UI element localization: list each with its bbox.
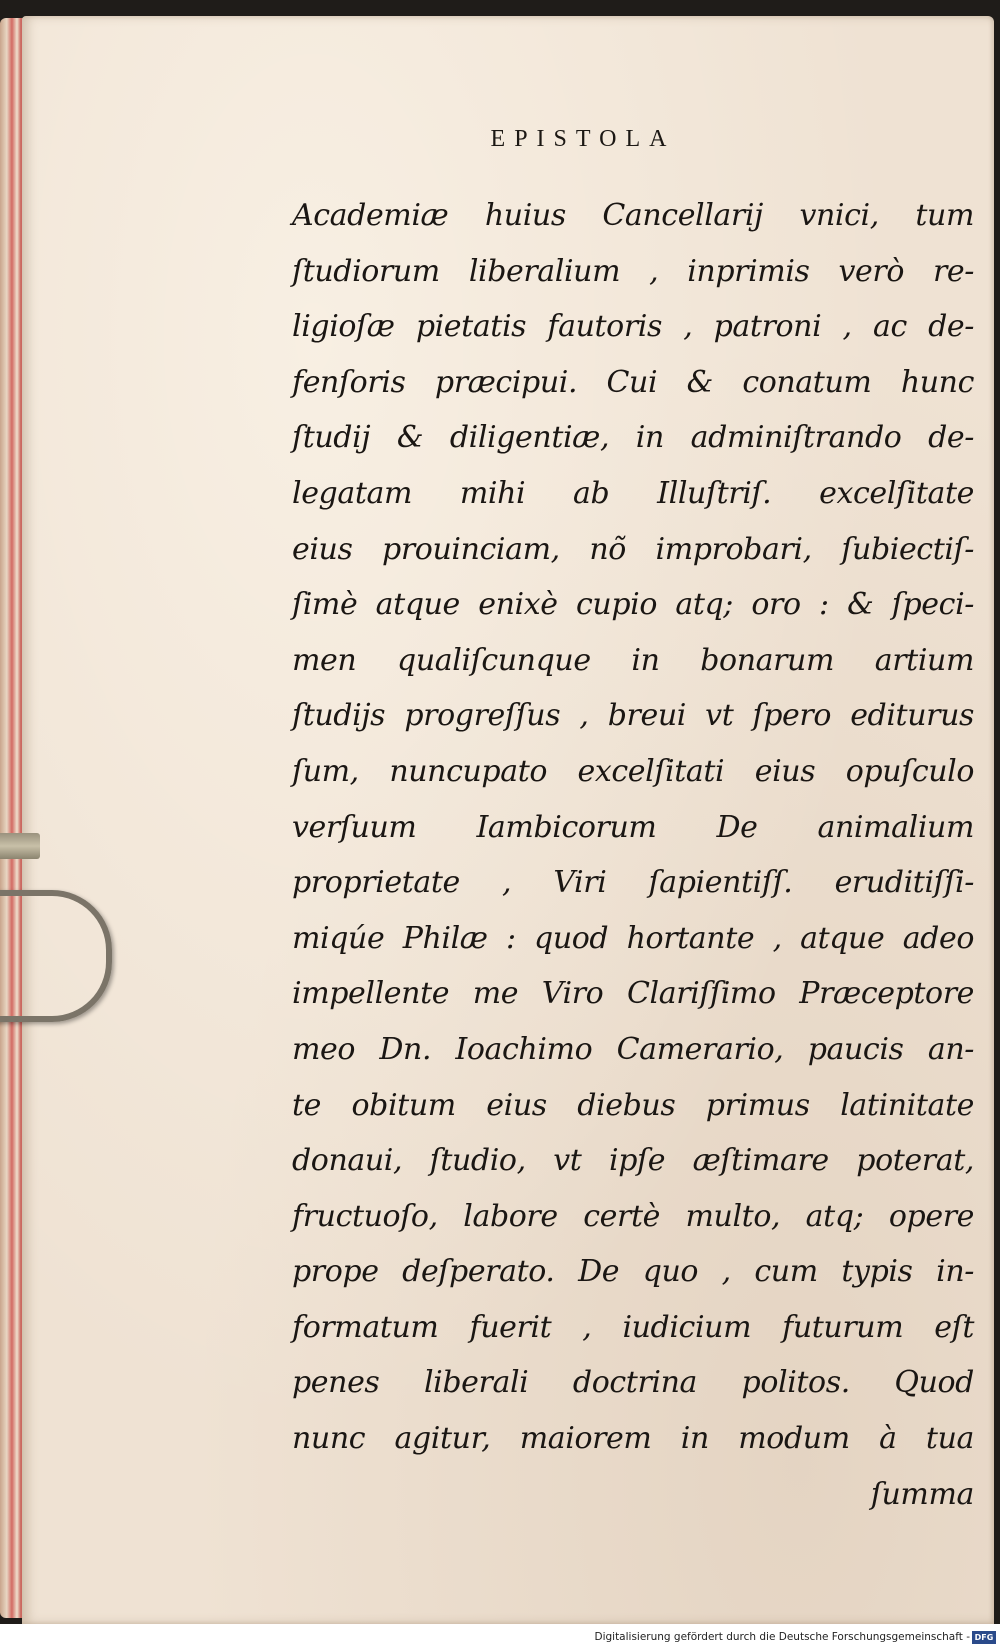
text-line: verſuum Iambicorum De animalium [292,809,974,845]
text-line: ſtudij & diligentiæ, in adminiſtrando de- [292,420,974,456]
footer-bar [0,1624,1000,1649]
text-line: ſtudijs progreſſus , breui vt ſpero editurus [292,698,974,734]
text-line: eius prouinciam, nõ improbari, ſubiectiſ- [292,531,974,567]
funding-credit: Digitalisierung gefördert durch die Deutsche Forschungsgemeinschaft - [594,1631,970,1643]
text-line: penes liberali doctrina politos. Quod [292,1365,974,1401]
body-text [292,188,974,1522]
text-line: ligioſæ pietatis fautoris , patroni , ac de- [292,309,974,345]
text-line: ſimè atque enixè cupio atq; oro : & ſpeci- [292,587,974,623]
catchword: ſumma [870,1476,974,1512]
text-line: men qualiſcunque in bonarum artium [292,642,974,678]
text-line: miqúe Philæ : quod hortante , atque adeo [292,920,974,956]
text-line: nunc agitur, maiorem in modum à tua [292,1421,974,1457]
book-page [22,16,994,1624]
text-line: ſum, nuncupato excelſitati eius opuſculo [292,753,974,789]
text-line: fructuoſo, labore certè multo, atq; opere [292,1198,974,1234]
clasp-strap [0,833,40,859]
running-head: EPISTOLA [490,126,676,152]
clasp-ring [0,890,112,1022]
text-line: Academiæ huius Cancellarij vnici, tum [292,198,974,233]
text-line: formatum fuerit , iudicium futurum eſt [292,1309,974,1345]
text-line: donaui, ſtudio, vt ipſe æſtimare poterat, [292,1143,974,1179]
text-line: meo Dn. Ioachimo Camerario, paucis an- [292,1031,974,1067]
text-line: proprietate , Viri ſapientiſſ. eruditiſſi- [292,865,974,901]
text-line: prope deſperato. De quo , cum typis in- [292,1254,974,1290]
dfg-logo: DFG [972,1631,996,1644]
text-line: fenſoris præcipui. Cui & conatum hunc [292,364,974,400]
text-line: te obitum eius diebus primus latinitate [292,1087,974,1123]
text-line: ſtudiorum liberalium , inprimis verò re- [292,253,974,289]
text-line: impellente me Viro Clariſſimo Præceptore [292,976,974,1012]
text-line: legatam mihi ab Illuſtriſ. excelſitate [292,475,974,511]
